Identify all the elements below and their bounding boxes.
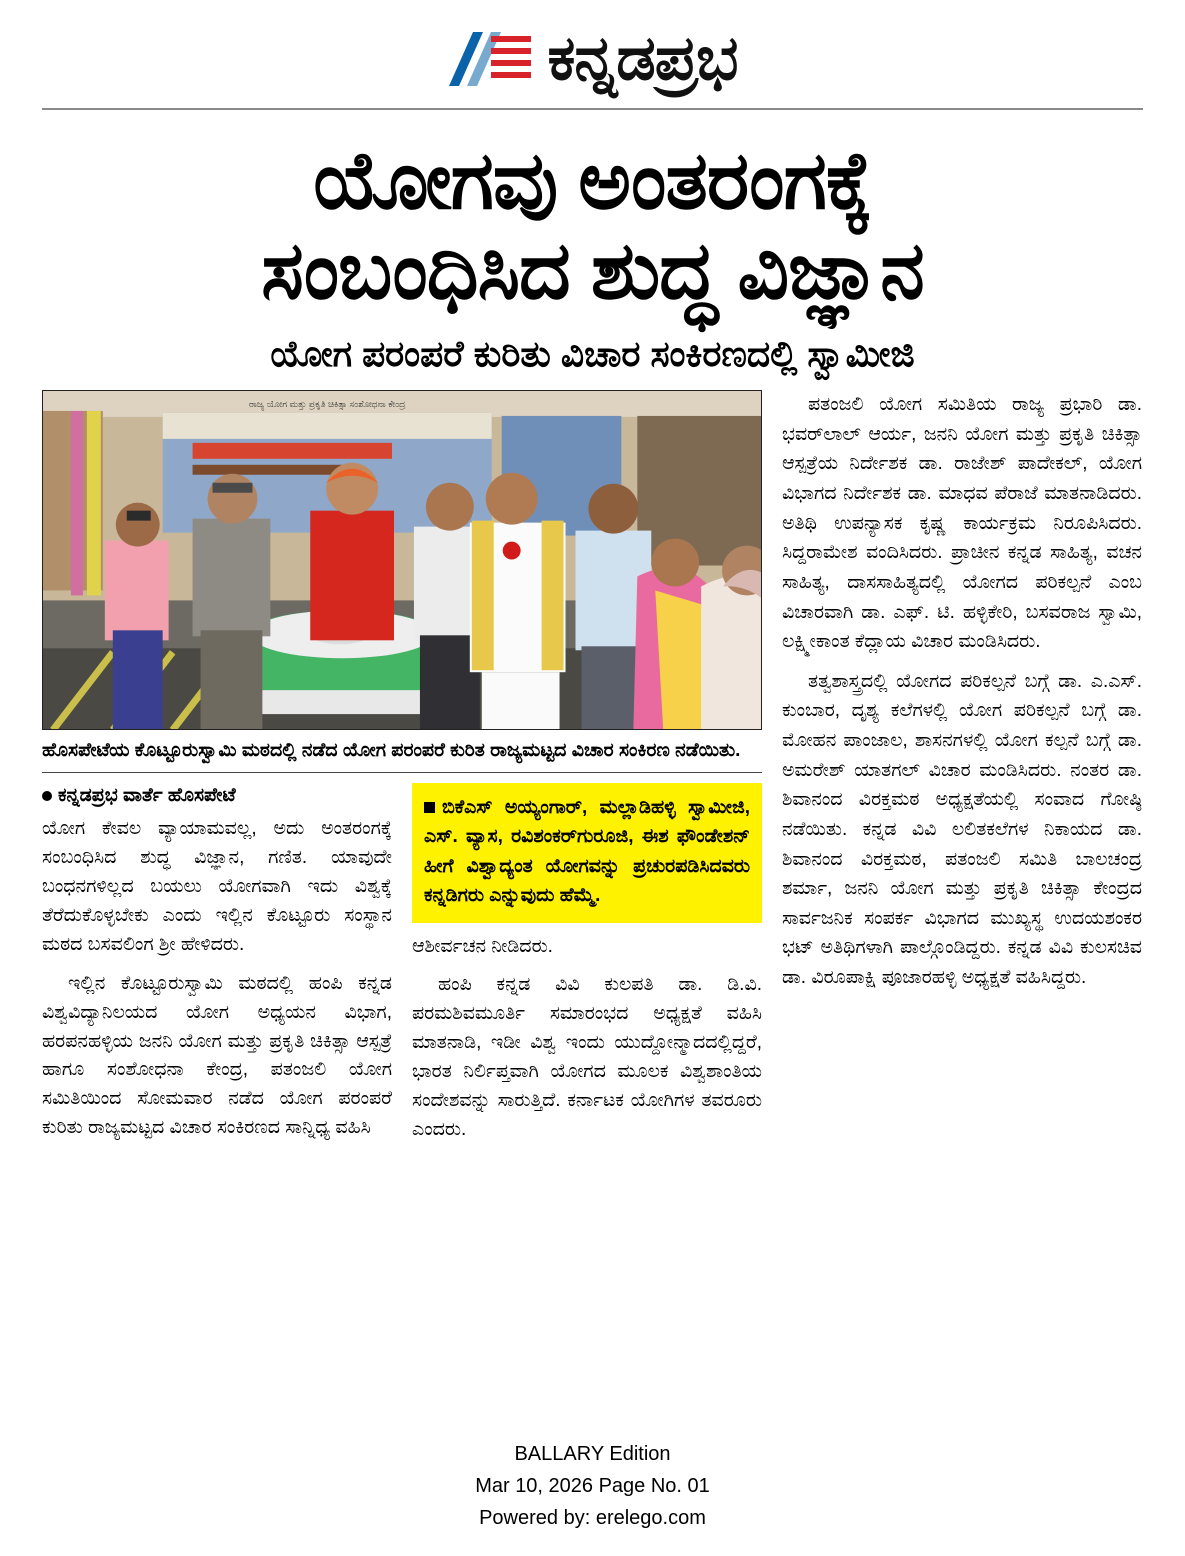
byline bbox=[42, 783, 392, 810]
square-bullet-icon bbox=[424, 802, 435, 813]
highlight-quote: ಬಿಕೆಎಸ್ ಅಯ್ಯಂಗಾರ್, ಮಲ್ಲಾಡಿಹಳ್ಳಿ ಸ್ವಾಮೀಜಿ, ಎಸ್. ವ್ಯಾಸ, ರವಿಶಂಕರ್‌ಗುರೂಜಿ, ಈಶ ಫೌಂಡೇಶನ್ ಹೀಗೆ ವಿಶ್ವಾದ್ಯಂತ ಯೋಗವನ್ನು ಪ್ರಚುರಪಡಿಸಿದವರು ಕನ್ನಡಿಗರು ಎನ್ನುವುದು ಹೆಮ್ಮೆ. bbox=[424, 796, 750, 907]
paragraph: ಇಲ್ಲಿನ ಕೊಟ್ಟೂರುಸ್ವಾಮಿ ಮಠದಲ್ಲಿ ಹಂಪಿ ಕನ್ನಡ ವಿಶ್ವವಿದ್ಯಾನಿಲಯದ ಯೋಗ ಅಧ್ಯಯನ ವಿಭಾಗ, ಹರಪನಹಳ್ಳಿಯ ಜನನಿ ಯೋಗ ಮತ್ತು ಪ್ರಕೃತಿ ಚಿಕಿತ್ಸಾ ಆಸ್ಪತ್ರೆ ಹಾಗೂ ಸಂಶೋಧನಾ ಕೇಂದ್ರ, ಪತಂಜಲಿ ಯೋಗ ಸಮಿತಿಯಿಂದ ಸೋಮವಾರ ನಡೆದ ಯೋಗ ಪರಂಪರೆ ಕುರಿತು ರಾಜ್ಯಮಟ್ಟದ ವಿಚಾರ ಸಂಕಿರಣದ ಸಾನ್ನಿಧ್ಯ ವಹಿಸಿ bbox=[42, 972, 392, 1139]
page-footer bbox=[0, 1438, 1185, 1534]
paragraph: ತತ್ವಶಾಸ್ತ್ರದಲ್ಲಿ ಯೋಗದ ಪರಿಕಲ್ಪನೆ ಬಗ್ಗೆ ಡಾ. ಎ.ಎಸ್. ಕುಂಬಾರ, ದೃಶ್ಯ ಕಲೆಗಳಲ್ಲಿ ಯೋಗ ಪರಿಕಲ್ಪನೆ ಬಗ್ಗೆ ಡಾ. ಮೋಹನ ಪಾಂಜಾಲ, ಶಾಸನಗಳಲ್ಲಿ ಯೋಗ ಕಲ್ಪನೆ ಬಗ್ಗೆ ಡಾ. ಅಮರೇಶ್ ಯಾತಗಲ್ ವಿಚಾರ ಮಂಡಿಸಿದರು. ನಂತರ ಡಾ. ಶಿವಾನಂದ ವಿರಕ್ತಮಠ ಅಧ್ಯಕ್ಷತೆಯಲ್ಲಿ ಸಂವಾದ ಗೋಷ್ಠಿ ನಡೆಯಿತು. ಕನ್ನಡ ವಿವಿ ಲಲಿತಕಲೆಗಳ ನಿಕಾಯದ ಡಾ. ಶಿವಾನಂದ ವಿರಕ್ತಮಠ, ಪತಂಜಲಿ ಸಮಿತಿ ಬಾಲಚಂದ್ರ ಶರ್ಮಾ, ಜನನಿ ಯೋಗ ಮತ್ತು ಪ್ರಕೃತಿ ಚಿಕಿತ್ಸಾ ಕೇಂದ್ರದ ಸಾರ್ವಜನಿಕ ಸಂಪರ್ಕ ವಿಭಾಗದ ಮುಖ್ಯಸ್ಥ ಉದಯಶಂಕರ ಭಟ್ ಅತಿಥಿಗಳಾಗಿ ಪಾಲ್ಗೊಂಡಿದ್ದರು. ಕನ್ನಡ ವಿವಿ ಕುಲಸಚಿವ ಡಾ. ವಿರೂಪಾಕ್ಷಿ ಪೂಜಾರಹಳ್ಳಿ ಅಧ್ಯಕ್ಷತೆ ವಹಿಸಿದ್ದರು. bbox=[782, 670, 1142, 989]
date-page-label: Mar 10, 2026 Page No. 01 bbox=[475, 1475, 710, 1497]
right-column bbox=[782, 390, 1142, 1155]
byline-brand: ಕನ್ನಡಪ್ರಭ ವಾರ್ತೆ bbox=[58, 784, 163, 806]
bullet-icon bbox=[42, 791, 52, 801]
photo-caption: ಹೊಸಪೇಟೆಯ ಕೊಟ್ಟೂರುಸ್ವಾಮಿ ಮಠದಲ್ಲಿ ನಡೆದ ಯೋಗ ಪರಂಪರೆ ಕುರಿತ ರಾಜ್ಯಮಟ್ಟದ ವಿಚಾರ ಸಂಕಿರಣ ನಡೆಯಿತು. bbox=[42, 740, 741, 762]
masthead-divider bbox=[42, 108, 1143, 110]
subheadline: ಯೋಗ ಪರಂಪರೆ ಕುರಿತು ವಿಚಾರ ಸಂಕಿರಣದಲ್ಲಿ ಸ್ವಾಮೀಜಿ bbox=[270, 333, 915, 375]
byline-place: ಹೊಸಪೇಟೆ bbox=[167, 784, 236, 806]
left-subcolumn-2 bbox=[412, 783, 762, 1155]
paragraph: ಪತಂಜಲಿ ಯೋಗ ಸಮಿತಿಯ ರಾಜ್ಯ ಪ್ರಭಾರಿ ಡಾ. ಭವರ್‌ಲಾಲ್ ಆರ್ಯ, ಜನನಿ ಯೋಗ ಮತ್ತು ಪ್ರಕೃತಿ ಚಿಕಿತ್ಸಾ ಆಸ್ಪತ್ರೆಯ ನಿರ್ದೇಶಕ ಡಾ. ರಾಜೇಶ್ ಪಾದೇಕಲ್, ಯೋಗ ವಿಭಾಗದ ನಿರ್ದೇಶಕ ಡಾ. ಮಾಧವ ಪೆರಾಜೆ ಮಾತನಾಡಿದರು. ಅತಿಥಿ ಉಪನ್ಯಾಸಕ ಕೃಷ್ಣ ಕಾರ್ಯಕ್ರಮ ನಿರೂಪಿಸಿದರು. ಸಿದ್ದರಾಮೇಶ ವಂದಿಸಿದರು. ಪ್ರಾಚೀನ ಕನ್ನಡ ಸಾಹಿತ್ಯ, ವಚನ ಸಾಹಿತ್ಯ, ದಾಸಸಾಹಿತ್ಯದಲ್ಲಿ ಯೋಗದ ಪರಿಕಲ್ಪನೆ ಎಂಬ ವಿಚಾರವಾಗಿ ಡಾ. ಎಫ್. ಟಿ. ಹಳ್ಳಿಕೇರಿ, ಬಸವರಾಜ ಸ್ವಾಮಿ, ಲಕ್ಷ್ಮೀಕಾಂತ ಕೆದ್ಲಾಯ ವಿಚಾರ ಮಂಡಿಸಿದರು. bbox=[782, 394, 1142, 653]
left-column bbox=[42, 390, 762, 1155]
highlight-box bbox=[412, 783, 762, 923]
powered-by-label: Powered by: erelego.com bbox=[479, 1507, 706, 1529]
headline-line-1: ಯೋಗವು ಅಂತರಂಗಕ್ಕೆ bbox=[313, 136, 872, 225]
highlight-text bbox=[424, 793, 750, 911]
left-subcolumn-1 bbox=[42, 783, 392, 1155]
caption-divider bbox=[42, 772, 762, 773]
masthead-title: ಕನ್ನಡಪ್ರಭ bbox=[547, 24, 738, 93]
page-title bbox=[42, 136, 1143, 315]
svg-text:ರಾಜ್ಯ ಯೋಗ ಮತ್ತು ಪ್ರಕೃತಿ ಚಿಕಿತ್: ರಾಜ್ಯ ಯೋಗ ಮತ್ತು ಪ್ರಕೃತಿ ಚಿಕಿತ್ಸಾ ಸಂಶೋಧನಾ ಕೇಂದ್ರ bbox=[249, 399, 406, 410]
paragraph: ಯೋಗ ಕೇವಲ ವ್ಯಾಯಾಮವಲ್ಲ, ಅದು ಅಂತರಂಗಕ್ಕೆ ಸಂಬಂಧಿಸಿದ ಶುದ್ಧ ವಿಜ್ಞಾನ, ಗಣಿತ. ಯಾವುದೇ ಬಂಧನಗಳಿಲ್ಲದ ಬಯಲು ಯೋಗವಾಗಿ ಇದು ವಿಶ್ವಕ್ಕೆ ತೆರೆದುಕೊಳ್ಳಬೇಕು ಎಂದು ಇಲ್ಲಿನ ಕೊಟ್ಟೂರು ಸಂಸ್ಥಾನ ಮಠದ ಬಸವಲಿಂಗ ಶ್ರೀ ಹೇಳಿದರು. bbox=[42, 818, 392, 955]
edition-label: BALLARY Edition bbox=[514, 1443, 671, 1465]
headline-line-2: ಸಂಬಂಧಿಸಿದ ಶುದ್ಧ ವಿಜ್ಞಾನ bbox=[261, 225, 924, 315]
kannadaprabha-logo-icon bbox=[447, 28, 533, 90]
masthead bbox=[42, 0, 1143, 100]
paragraph: ಹಂಪಿ ಕನ್ನಡ ವಿವಿ ಕುಲಪತಿ ಡಾ. ಡಿ.ವಿ. ಪರಮಶಿವಮೂರ್ತಿ ಸಮಾರಂಭದ ಅಧ್ಯಕ್ಷತೆ ವಹಿಸಿ ಮಾತನಾಡಿ, ಇಡೀ ವಿಶ್ವ ಇಂದು ಯುದ್ದೋನ್ಮಾದದಲ್ಲಿದ್ದರೆ, ಭಾರತ ನಿರ್ಲಿಪ್ತವಾಗಿ ಯೋಗದ ಮೂಲಕ ವಿಶ್ವಶಾಂತಿಯ ಸಂದೇಶವನ್ನು ಸಾರುತ್ತಿದೆ. ಕರ್ನಾಟಕ ಯೋಗಿಗಳ ತವರೂರು ಎಂದರು. bbox=[412, 974, 762, 1140]
lamp-lighting-ceremony-photo bbox=[42, 390, 762, 730]
paragraph: ಆಶೀರ್ವಚನ ನೀಡಿದರು. bbox=[412, 935, 553, 957]
article-body bbox=[42, 390, 1143, 1155]
